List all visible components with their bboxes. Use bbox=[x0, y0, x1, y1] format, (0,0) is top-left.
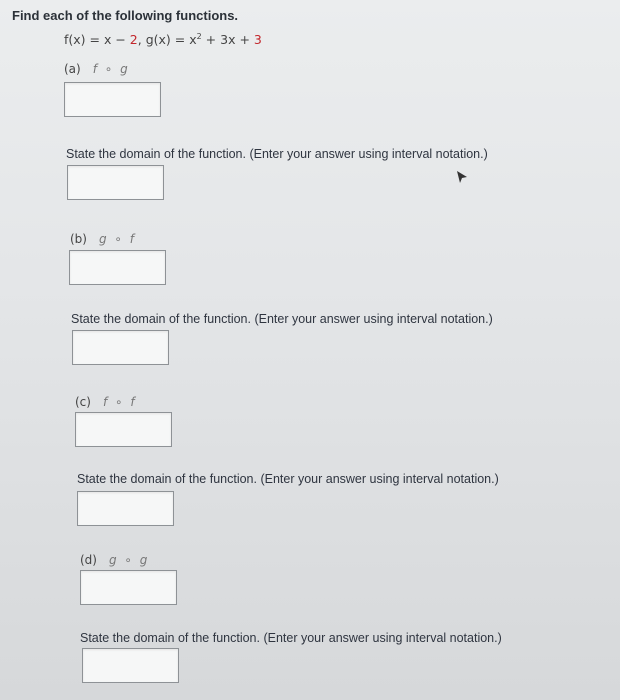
function-definitions bbox=[64, 32, 262, 47]
part-label: (d) bbox=[80, 553, 97, 567]
f-definition: f(x) = x − bbox=[64, 32, 130, 48]
part-b-label bbox=[70, 232, 136, 246]
mouse-pointer-icon bbox=[455, 170, 469, 184]
part-operation: g ∘ g bbox=[108, 553, 150, 567]
domain-input-a[interactable] bbox=[67, 165, 164, 200]
question-title: Find each of the following functions. bbox=[12, 8, 239, 23]
domain-prompt-a: State the domain of the function. (Enter your answer using interval notation.) bbox=[66, 147, 488, 161]
part-label: (a) bbox=[64, 62, 81, 76]
domain-input-b[interactable] bbox=[72, 330, 169, 365]
part-operation: g ∘ f bbox=[98, 232, 136, 246]
part-operation: f ∘ g bbox=[92, 62, 130, 76]
g-rest: + 3x + bbox=[201, 32, 254, 48]
g-definition: g(x) = x bbox=[145, 32, 197, 48]
f-constant: 2 bbox=[129, 32, 138, 48]
domain-prompt-d: State the domain of the function. (Enter your answer using interval notation.) bbox=[80, 631, 502, 645]
answer-input-d[interactable] bbox=[80, 570, 177, 605]
answer-input-c[interactable] bbox=[75, 412, 172, 447]
part-d-label bbox=[80, 553, 149, 567]
answer-input-b[interactable] bbox=[69, 250, 166, 285]
g-constant: 3 bbox=[253, 32, 262, 48]
domain-input-d[interactable] bbox=[82, 648, 179, 683]
domain-input-c[interactable] bbox=[77, 491, 174, 526]
answer-input-a[interactable] bbox=[64, 82, 161, 117]
part-c-label bbox=[75, 395, 137, 409]
part-operation: f ∘ f bbox=[102, 395, 137, 409]
domain-prompt-b: State the domain of the function. (Enter your answer using interval notation.) bbox=[71, 312, 493, 326]
part-label: (b) bbox=[70, 232, 87, 246]
g-exponent: 2 bbox=[196, 32, 202, 41]
part-a-label bbox=[64, 62, 130, 76]
domain-prompt-c: State the domain of the function. (Enter your answer using interval notation.) bbox=[77, 472, 499, 486]
part-label: (c) bbox=[75, 395, 91, 409]
separator: , bbox=[137, 32, 146, 48]
